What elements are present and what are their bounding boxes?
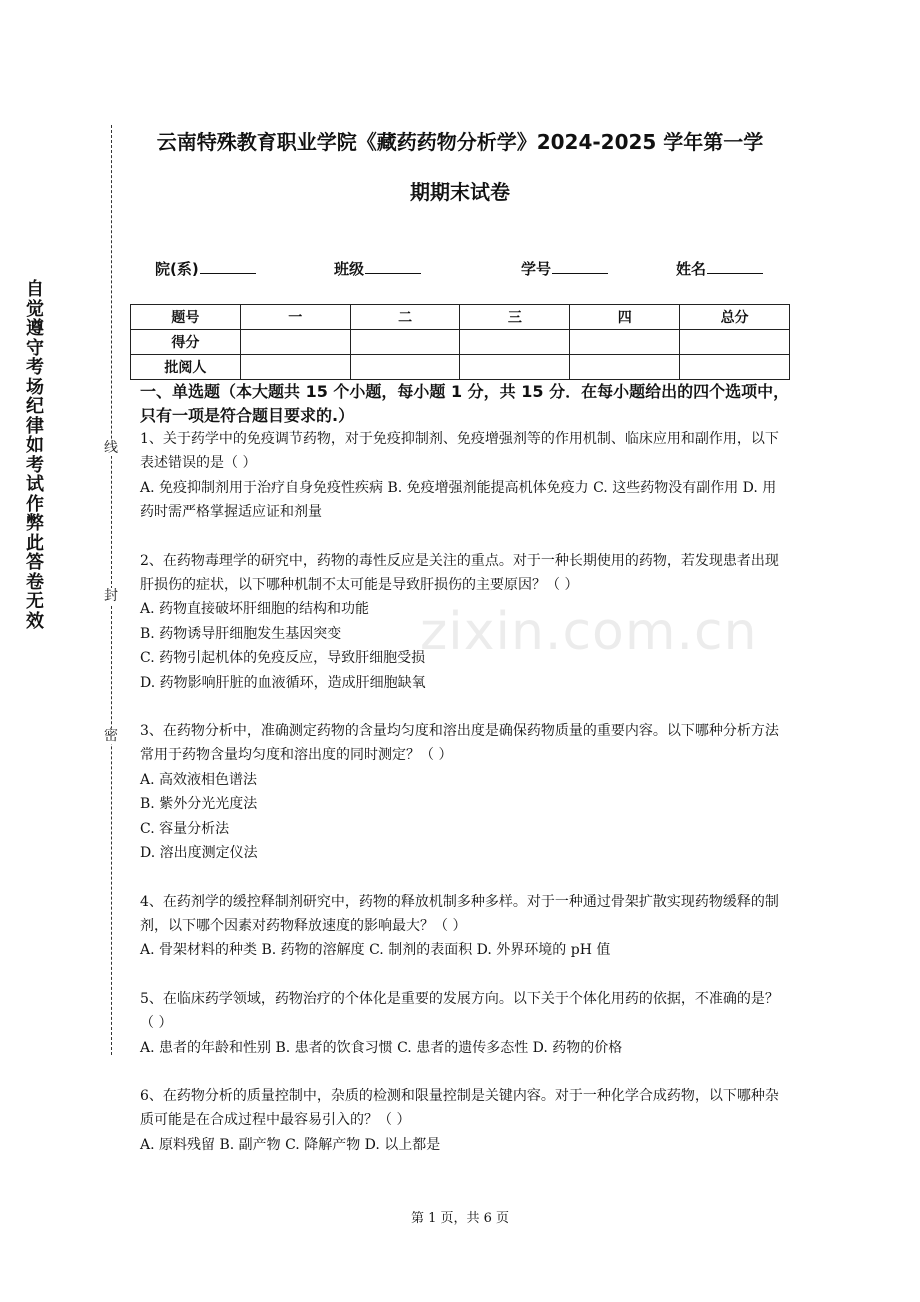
page-title-line1: 云南特殊教育职业学院《藏药药物分析学》2024-2025 学年第一学 bbox=[156, 130, 764, 154]
score-header-cell: 题号 bbox=[131, 305, 241, 330]
question-option: D. 药物影响肝脏的血液循环，造成肝细胞缺氧 bbox=[140, 674, 426, 691]
student-id-label: 学号 bbox=[521, 260, 552, 278]
department-field bbox=[155, 258, 256, 279]
score-cell bbox=[460, 330, 570, 355]
question-option: B. 药物诱导肝细胞发生基因突变 bbox=[140, 625, 342, 642]
student-info-row bbox=[130, 258, 790, 280]
score-header-cell: 一 bbox=[240, 305, 350, 330]
question-3 bbox=[140, 719, 790, 865]
department-label: 院(系) bbox=[155, 260, 199, 278]
score-table-row bbox=[131, 330, 790, 355]
question-stem: 3、在药物分析中，准确测定药物的含量均匀度和溶出度是确保药物质量的重要内容。以下哪种分析方法常用于药物含量均匀度和溶出度的同时测定？（ ） bbox=[140, 723, 779, 764]
name-label: 姓名 bbox=[676, 260, 707, 278]
question-options: A. 原料残留 B. 副产物 C. 降解产物 D. 以上都是 bbox=[140, 1136, 441, 1153]
question-6 bbox=[140, 1084, 790, 1157]
score-row-label: 批阅人 bbox=[131, 355, 241, 380]
question-stem: 2、在药物毒理学的研究中，药物的毒性反应是关注的重点。对于一种长期使用的药物，若发现患者出现肝损伤的症状，以下哪种机制不太可能是导致肝损伤的主要原因？（ ） bbox=[140, 552, 779, 594]
student-id-blank bbox=[552, 258, 608, 274]
watermark: zixin.com.cn bbox=[420, 602, 758, 662]
score-table bbox=[130, 304, 790, 380]
score-cell bbox=[350, 355, 460, 380]
question-stem: 1、关于药学中的免疫调节药物，对于免疫抑制剂、免疫增强剂等的作用机制、临床应用和副作用，以下表述错误的是（ ） bbox=[140, 431, 779, 472]
question-option: C. 容量分析法 bbox=[140, 820, 230, 837]
binding-mark-seal: 封 bbox=[104, 588, 118, 604]
score-header-cell: 四 bbox=[570, 305, 680, 330]
score-table-header-row bbox=[131, 305, 790, 330]
score-header-cell: 三 bbox=[460, 305, 570, 330]
name-blank bbox=[707, 258, 763, 274]
question-1 bbox=[140, 427, 790, 525]
question-stem: 5、在临床药学领域，药物治疗的个体化是重要的发展方向。以下关于个体化用药的依据，不准确的是？（ ） bbox=[140, 990, 779, 1032]
score-cell bbox=[240, 330, 350, 355]
student-id-field bbox=[521, 258, 608, 279]
question-option: C. 药物引起机体的免疫反应，导致肝细胞受损 bbox=[140, 650, 426, 667]
exam-discipline-notice: 自觉遵守考场纪律如考试作弊此答卷无效 bbox=[26, 279, 44, 632]
question-options: A. 免疫抑制剂用于治疗自身免疫性疾病 B. 免疫增强剂能提高机体免疫力 C. 这些药物没有副作用 D. 用药时需严格掌握适应证和剂量 bbox=[140, 479, 777, 521]
question-options: A. 骨架材料的种类 B. 药物的溶解度 C. 制剂的表面积 D. 外界环境的 pH 值 bbox=[140, 942, 611, 959]
question-options: A. 患者的年龄和性别 B. 患者的饮食习惯 C. 患者的遗传多态性 D. 药物的价格 bbox=[140, 1039, 623, 1056]
question-option: A. 高效液相色谱法 bbox=[140, 771, 258, 788]
class-label: 班级 bbox=[334, 260, 365, 278]
score-header-cell: 总分 bbox=[680, 305, 790, 330]
question-stem: 6、在药物分析的质量控制中，杂质的检测和限量控制是关键内容。对于一种化学合成药物，以下哪种杂质可能是在合成过程中最容易引入的？（ ） bbox=[140, 1087, 779, 1129]
question-option: A. 药物直接破坏肝细胞的结构和功能 bbox=[140, 601, 370, 618]
class-blank bbox=[365, 258, 421, 274]
score-cell bbox=[570, 355, 680, 380]
department-blank bbox=[200, 258, 256, 274]
question-4 bbox=[140, 890, 790, 963]
score-cell bbox=[680, 330, 790, 355]
question-option: D. 溶出度测定仪法 bbox=[140, 845, 258, 862]
binding-mark-line: 线 bbox=[104, 440, 118, 456]
score-row-label: 得分 bbox=[131, 330, 241, 355]
question-stem: 4、在药剂学的缓控释制剂研究中，药物的释放机制多种多样。对于一种通过骨架扩散实现药物缓释的制剂，以下哪个因素对药物释放速度的影响最大？（ ） bbox=[140, 893, 779, 934]
score-header-cell: 二 bbox=[350, 305, 460, 330]
score-cell bbox=[680, 355, 790, 380]
question-option: B. 紫外分光光度法 bbox=[140, 796, 258, 813]
score-cell bbox=[240, 355, 350, 380]
score-cell bbox=[460, 355, 570, 380]
score-cell bbox=[350, 330, 460, 355]
page-title-line2: 期期末试卷 bbox=[410, 180, 510, 204]
question-list bbox=[140, 427, 790, 1181]
question-5 bbox=[140, 987, 790, 1060]
section-heading: 一、单选题（本大题共 15 个小题，每小题 1 分，共 15 分．在每小题给出的四个选项中，只有一项是符合题目要求的.） bbox=[140, 382, 790, 425]
score-cell bbox=[570, 330, 680, 355]
name-field bbox=[676, 258, 763, 279]
class-field bbox=[334, 258, 421, 279]
page-footer: 第 1 页，共 6 页 bbox=[410, 1211, 510, 1226]
binding-mark-secret: 密 bbox=[104, 728, 118, 744]
score-table-row bbox=[131, 355, 790, 380]
